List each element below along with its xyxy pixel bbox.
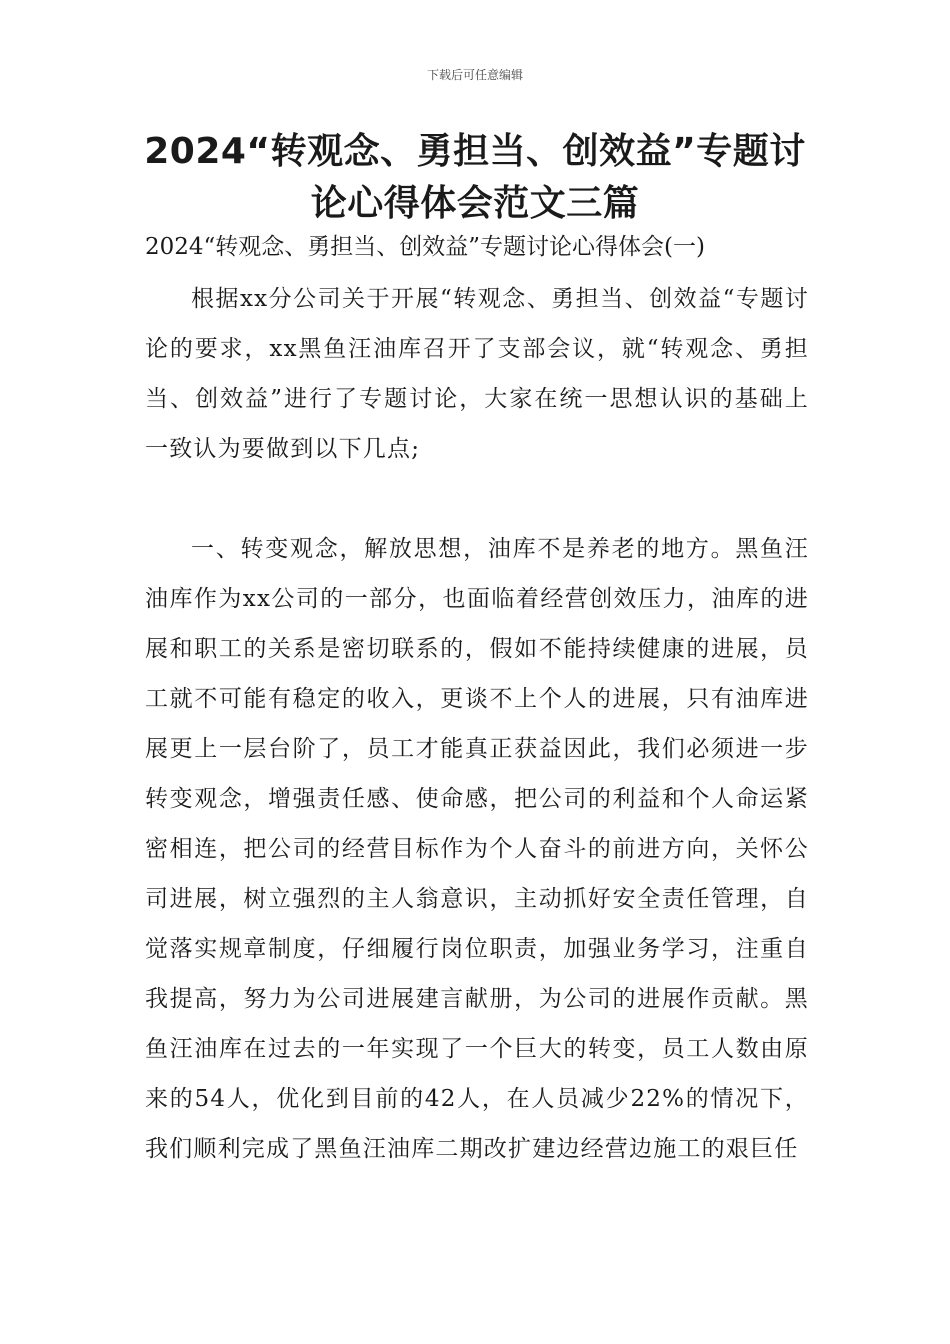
document-title: 2024“转观念、勇担当、创效益”专题讨论心得体会范文三篇 xyxy=(144,131,806,224)
document-subtitle: 2024“转观念、勇担当、创效益”专题讨论心得体会(一) xyxy=(145,234,705,260)
header-note: 下载后可任意编辑 xyxy=(426,68,523,82)
body-paragraph: 根据xx分公司关于开展“转观念、勇担当、创效益“专题讨论的要求，xx黑鱼汪油库召开了支部会议，就“转观念、勇担当、创效益”进行了专题讨论，大家在统一思想认识的基础上一致认为要做到以下几点; xyxy=(145,286,809,462)
body-paragraph: 一、转变观念，解放思想，油库不是养老的地方。黑鱼汪油库作为xx公司的一部分，也面临着经营创效压力，油库的进展和职工的关系是密切联系的，假如不能持续健康的进展，员工就不可能有稳定的收入，更谈不上个人的进展，只有油库进展更上一层台阶了，员工才能真正获益因此，我们必须进一步转变观念，增强责任感、使命感，把公司的利益和个人命运紧密相连，把公司的经营目标作为个人奋斗的前进方向，关怀公司进展，树立强烈的主人翁意识，主动抓好安全责任管理，自觉落实规章制度，仔细履行岗位职责，加强业务学习，注重自我提高，努力为公司进展建言献册，为公司的进展作贡献。黑鱼汪油库在过去的一年实现了一个巨大的转变，员工人数由原来的54人，优化到目前的42人，在人员减少22%的情况下，我们顺利完成了黑鱼汪油库二期改扩建边经营边施工的艰巨任 xyxy=(145,536,809,1162)
